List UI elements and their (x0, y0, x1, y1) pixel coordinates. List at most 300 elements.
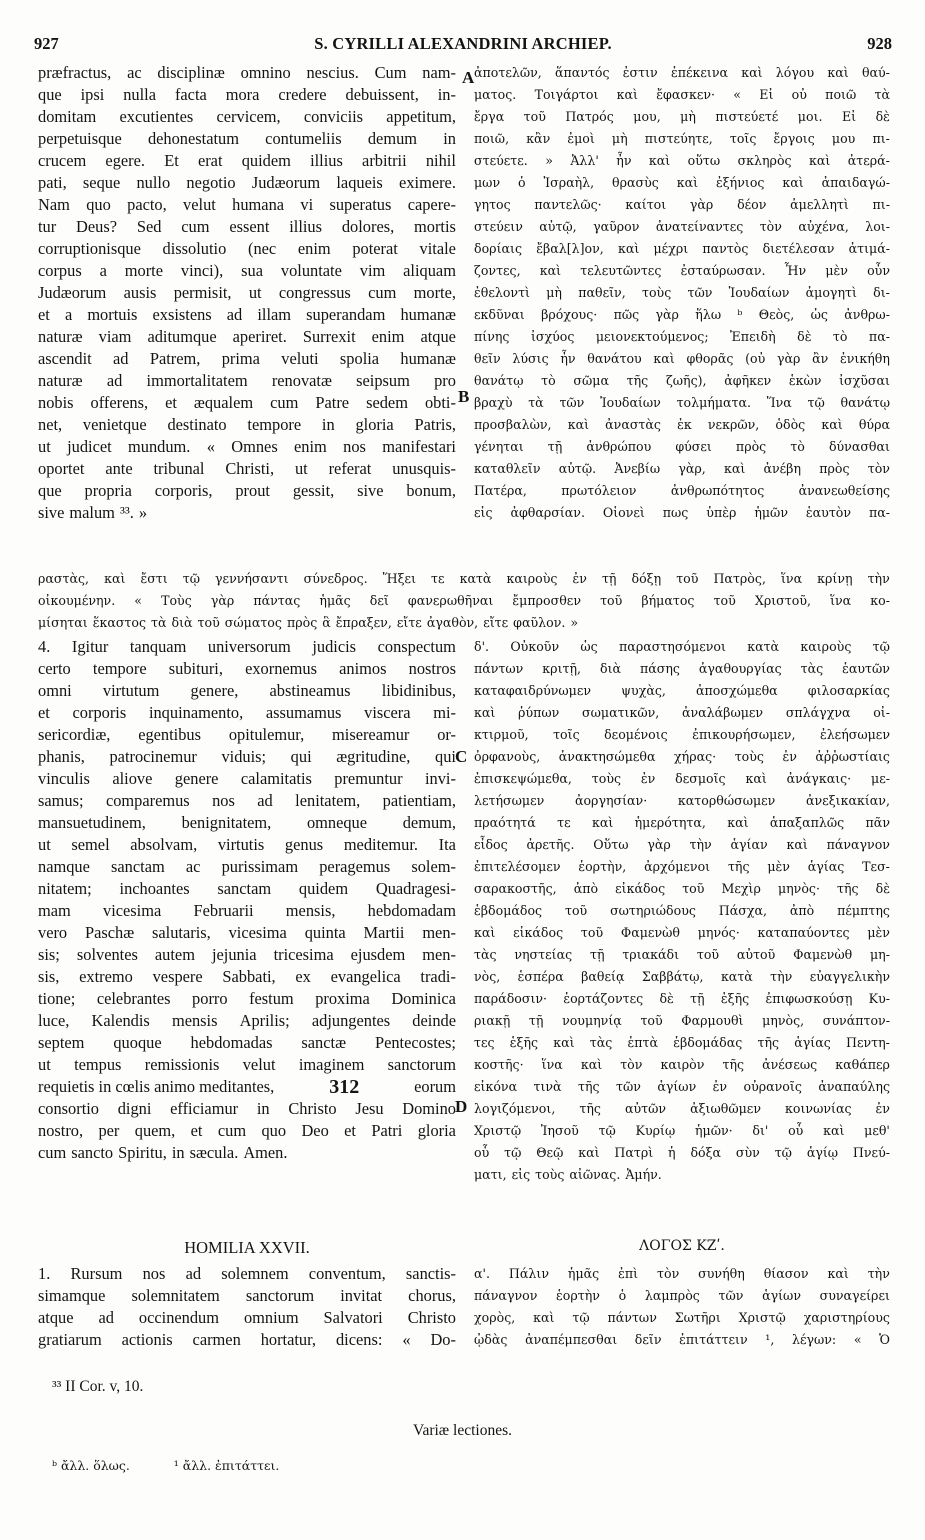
word: Christo (407, 1308, 456, 1327)
word: ἀφῆκεν (724, 373, 772, 388)
word: absolvam, (130, 835, 198, 854)
word: εὐαγγελικὴν (809, 969, 890, 984)
word: ᾠδὰς (474, 1332, 508, 1347)
word: ἐν (712, 1079, 728, 1094)
text-line (38, 1307, 456, 1329)
word: extremo (79, 967, 133, 986)
word: misereamur (332, 725, 410, 744)
word: vinculis (38, 769, 90, 788)
text-line (474, 1164, 890, 1186)
word: samus; (38, 791, 84, 810)
word: μου (831, 131, 856, 146)
word: Christo (288, 1099, 337, 1118)
word: aliquam (403, 261, 456, 280)
word: ραστὰς, (38, 571, 90, 586)
word: λαμπρὸς (644, 1288, 700, 1303)
word: ad (257, 791, 273, 810)
word: συνάπτον- (822, 1013, 890, 1028)
text-line-part: requietis in cœlis animo meditantes, (38, 1077, 275, 1096)
word: τῷ (774, 1145, 792, 1160)
word: abstineamus (269, 681, 351, 700)
word: evangelica (330, 967, 401, 986)
word: ἑβδομάδας (673, 1035, 743, 1050)
word: ἀῤῥωστίαις (815, 749, 890, 764)
word: σαρακοστῆς, (474, 881, 557, 896)
word: τοῦ (564, 903, 588, 918)
text-line (38, 1142, 456, 1164)
word: κριτῇ, (542, 661, 582, 676)
word: domitam (38, 107, 97, 126)
word: τε (431, 571, 445, 586)
word: μέχρι (653, 241, 689, 256)
word: τῇ (589, 947, 605, 962)
word: ad (185, 1264, 202, 1283)
word: virtutis (217, 835, 265, 854)
word: καὶ (809, 153, 831, 168)
edition-page-number: 312 (329, 1076, 360, 1098)
word: τὰς (474, 947, 497, 962)
word: καταθλεῖν (474, 461, 541, 476)
word: ἡ (668, 1145, 676, 1160)
word: ὁ (618, 1288, 627, 1303)
word: ἵνα (780, 571, 803, 586)
word: ex (295, 967, 311, 986)
word: πα- (868, 329, 890, 344)
word: ἐξήνιος (715, 175, 765, 190)
word: γαῦρον (593, 219, 640, 234)
word: Jesu (355, 1099, 384, 1118)
word: ¹, (765, 1332, 775, 1347)
word: « (853, 1332, 862, 1347)
text-line (474, 1263, 890, 1285)
word: salutaris, (152, 923, 211, 942)
word: καὶ (104, 571, 126, 586)
text-line (38, 1054, 456, 1076)
word: ἡμᾶς (567, 1266, 600, 1281)
word: τελευτῶντες (580, 263, 662, 278)
word: Ἰσραὴλ, (543, 175, 595, 190)
word: gessit, (292, 481, 335, 500)
word: sis, (38, 967, 60, 986)
word: morte, (413, 283, 456, 302)
word: Paschæ (84, 923, 135, 942)
word: διετέλεσαν (762, 241, 835, 256)
word: ἁπαξαπλῶς (769, 815, 845, 830)
word: judicet (67, 437, 112, 456)
text-line (38, 1098, 456, 1120)
text-line (474, 768, 890, 790)
word: καταπαύοντες (757, 925, 850, 940)
word: atque (38, 1308, 74, 1327)
word: Οὐκοῦν (510, 639, 560, 654)
word: renovatæ (271, 371, 332, 390)
word: conviciis (303, 107, 364, 126)
page-number-left: 927 (34, 34, 59, 53)
word: μοι. (797, 109, 823, 124)
word: γεννήσαντι (215, 571, 289, 586)
word: mensis, (285, 901, 336, 920)
word: καὶ (782, 175, 804, 190)
word: exsistens (152, 305, 212, 324)
word: sive (357, 481, 384, 500)
text-line (474, 812, 890, 834)
word: χορὸς, (474, 1310, 516, 1325)
text-line (474, 790, 890, 812)
word: δ'. (474, 639, 490, 654)
word: sive (38, 503, 65, 522)
word: Cum (374, 63, 407, 82)
word: εἴτε (396, 615, 422, 630)
word: ἑξῆς (509, 1035, 539, 1050)
word: offerens, (90, 393, 149, 412)
word: τοὺς (535, 1167, 565, 1182)
text-line (474, 370, 890, 392)
word: στεύειν (474, 219, 523, 234)
word: ἀποσχώμεθα (696, 683, 778, 698)
word: ἔβαλ[λ]ον, (536, 241, 604, 256)
word: ἀξιωθῶμεν (690, 1101, 761, 1116)
text-line (474, 900, 890, 922)
word: θανάτῳ (474, 373, 524, 388)
word: namque (38, 857, 90, 876)
word: et (344, 1121, 356, 1140)
word: ἐπικουρήσωμεν, (692, 727, 796, 742)
word: φιλοσαρκίας (807, 683, 890, 698)
word: πάντων (607, 1310, 657, 1325)
text-line (38, 458, 456, 480)
word: ἀνακτησώμεθα (558, 749, 656, 764)
word: sedem (366, 393, 408, 412)
word: σύνεδρος. (303, 571, 368, 586)
word: χήρας· (674, 749, 717, 764)
word: enim (297, 239, 331, 258)
word: omnino (240, 63, 291, 82)
word: ἁγίαν (730, 837, 768, 852)
word: appetitum, (386, 107, 456, 126)
word: ἐθελοντὶ (474, 285, 530, 300)
word: mora (225, 85, 260, 104)
word: καὶ (676, 175, 699, 190)
word: egentibus (138, 725, 202, 744)
word: δεσμοῖς (675, 771, 726, 786)
word: ægritudine, (336, 747, 411, 766)
text-line (38, 768, 456, 790)
word: τῶν (687, 285, 713, 300)
word: τῇ (690, 991, 705, 1006)
word: ejusdem (350, 945, 406, 964)
word: viam (98, 327, 132, 346)
text-line (38, 834, 456, 856)
word: ἑαυτὸν (805, 505, 852, 520)
word: obti- (424, 393, 456, 412)
text-line (38, 1010, 456, 1032)
word: vicesima (103, 901, 162, 920)
word: ἀπὸ (789, 903, 815, 918)
word: dissolutio (162, 239, 227, 258)
word: εἰς (511, 1167, 531, 1182)
word: venietque (82, 415, 147, 434)
word: ἐνικήθη (839, 351, 890, 366)
word: Τοιγάρτοι (534, 87, 599, 102)
word: invi- (424, 769, 456, 788)
word: comparemus (105, 791, 190, 810)
word: καὶ (533, 1310, 555, 1325)
word: hortatur, (260, 1330, 317, 1349)
word: imaginem (298, 1055, 365, 1074)
word: aperiret. (232, 327, 287, 346)
word: erat (197, 151, 223, 170)
word: gloria (417, 1121, 456, 1140)
word: ἰσχῦσαι (839, 373, 890, 388)
word: ἀνέσεως (762, 1057, 818, 1072)
word: ad (98, 1308, 114, 1327)
word: τὸ (790, 439, 805, 454)
word: Et (164, 151, 179, 170)
word: Sabbati, (222, 967, 276, 986)
text-line (474, 260, 890, 282)
word: λύσις (512, 351, 549, 366)
word: phanis, (38, 747, 85, 766)
word: nos (212, 791, 235, 810)
word: ἑβδομάδος (474, 903, 543, 918)
word: nam- (422, 63, 456, 82)
word: ἀοργησίαν· (574, 793, 648, 808)
word: τὸ (541, 373, 556, 388)
word: ἀναστὰς (605, 417, 661, 432)
text-line (474, 216, 890, 238)
word: Ἐπειδὴ (730, 329, 776, 344)
word: naturæ (38, 371, 83, 390)
word: ἁγίας (794, 1035, 831, 1050)
word: » (570, 615, 579, 630)
word: οὕτω (687, 153, 721, 168)
word: sæcula. (189, 1143, 239, 1162)
word: μὲν (825, 263, 848, 278)
margin-letter-b: B (458, 387, 470, 406)
word: Ὁ (879, 1332, 890, 1347)
word: humanæ (400, 349, 456, 368)
text-line (474, 304, 890, 326)
word: θίασον (763, 1266, 809, 1281)
word: Ἦν (784, 263, 807, 278)
word: ἐν (640, 771, 656, 786)
text-line (474, 480, 890, 502)
word: contumeliis (265, 129, 342, 148)
text-line-part: eorum (414, 1077, 456, 1096)
word: Rursum (70, 1264, 123, 1283)
text-line (38, 568, 890, 590)
word: inquinamento, (148, 703, 244, 722)
text-line (38, 658, 456, 680)
word: Ἰουδαίων (600, 395, 661, 410)
word: in (443, 129, 456, 148)
word: μεθ' (864, 1123, 890, 1138)
word: Sed (136, 217, 162, 236)
word: ascendit (38, 349, 92, 368)
word: disciplinæ (157, 63, 225, 82)
word: τὸ (832, 329, 848, 344)
word: πέμπτης (837, 903, 890, 918)
word: Deus? (76, 217, 118, 236)
word: dolores, (341, 217, 395, 236)
word: τῆς (837, 881, 859, 896)
word: Εἰ (841, 109, 857, 124)
word: ἥλω (695, 307, 722, 322)
word: πρωτόλειον (561, 483, 637, 498)
text-line (38, 480, 456, 502)
word: πάναγνον (826, 837, 890, 852)
text-line (38, 414, 456, 436)
word: pro (434, 371, 456, 390)
word: nescius. (306, 63, 359, 82)
word: capere- (407, 195, 456, 214)
word: superandam (306, 305, 386, 324)
word: κτιρμοῦ, (474, 727, 529, 742)
greek-full-width-lines (38, 568, 890, 634)
word: λογιζόμενοι, (474, 1101, 556, 1116)
word: ὁ (518, 175, 526, 190)
word: gloria (355, 415, 394, 434)
word: πραότητά (474, 815, 536, 830)
word: congressus (278, 283, 351, 302)
word: ἁγίων (657, 1079, 697, 1094)
word: ὀρφανοὺς, (474, 749, 541, 764)
word: manifestari (382, 437, 456, 456)
word: τοῦ (676, 571, 699, 586)
word: εἴτε (483, 615, 509, 630)
word: illam (257, 305, 292, 324)
word: τῷ (807, 395, 825, 410)
word: omni (38, 681, 72, 700)
word: nitatem; (38, 879, 92, 898)
word: πᾶν (865, 815, 890, 830)
word: mam (38, 901, 71, 920)
word: animos (339, 659, 387, 678)
word: οὐ (791, 87, 807, 102)
word: genere (174, 769, 219, 788)
word: λόγου (775, 65, 815, 80)
word: Ἰησοῦ (540, 1123, 579, 1138)
word: κοινωνίας (785, 1101, 852, 1116)
word: vinci), (180, 261, 224, 280)
word: σωματικῶν, (582, 705, 660, 720)
word: demum, (402, 813, 456, 832)
word: ἔργοις (773, 131, 815, 146)
word: prima (221, 349, 260, 368)
word: τῇ (601, 571, 617, 586)
word: Χριστοῦ, (754, 593, 811, 608)
word: ac (185, 857, 201, 876)
word: τῆς (626, 373, 649, 388)
word: Domino (402, 1099, 456, 1118)
margin-letter-d: D (455, 1097, 468, 1116)
text-line (474, 1076, 890, 1098)
word: quo (261, 1121, 287, 1140)
word: 4. (38, 637, 51, 656)
text-line (474, 834, 890, 856)
word: ἑορτάζοντες (563, 991, 644, 1006)
word: luce, (38, 1011, 70, 1030)
word: quoque (113, 1033, 162, 1052)
word: σκληρὸς (737, 153, 792, 168)
word: ἦν (560, 351, 576, 366)
word: Φαμενὼθ (620, 925, 680, 940)
word: ad (113, 349, 129, 368)
word: ἀναπαύλης (818, 1079, 890, 1094)
word: cum (217, 1121, 247, 1140)
word: vero (38, 923, 68, 942)
word: τὰς (800, 661, 824, 676)
word: (nec (247, 239, 277, 258)
word: hebdomadam (367, 901, 456, 920)
word: tradi- (420, 967, 456, 986)
word: ἃ (322, 615, 331, 630)
word: ἀμελλητὶ (790, 197, 849, 212)
word: illius (310, 151, 343, 170)
word: ἑξῆς (720, 991, 750, 1006)
word: δύνασθαι (828, 439, 890, 454)
word: τῶν (616, 1079, 641, 1094)
word: ἀπαιδαγώ- (821, 175, 890, 190)
greek-column-bottom (474, 1263, 890, 1351)
word: καὶ (745, 771, 767, 786)
word: « (733, 87, 741, 102)
word: corporis (72, 703, 127, 722)
word: aliove (112, 769, 153, 788)
text-line (38, 812, 456, 834)
word: ἀνέβη (763, 461, 802, 476)
word: νὸς, (474, 969, 501, 984)
word: καὶ (823, 1123, 845, 1138)
text-line (474, 414, 890, 436)
word: digni (117, 1099, 152, 1118)
word: ἐπὶ (618, 1266, 639, 1281)
greek-column-middle (474, 636, 890, 1186)
word: bonum, (406, 481, 456, 500)
word: viduis; (221, 747, 267, 766)
word: ἁγίας (807, 859, 845, 874)
text-line (38, 304, 456, 326)
word: mortuis (87, 305, 138, 324)
homily-title-greek: ΛΟΓΟΣ ΚΖʹ. (639, 1238, 725, 1254)
word: τῆς (757, 1035, 780, 1050)
word: διὰ (599, 661, 622, 676)
word: Κυ- (868, 991, 890, 1006)
word: Quadragesi- (375, 879, 456, 898)
word: Φαμενὼθ (793, 947, 853, 962)
word: ἑορτὴν (556, 1288, 600, 1303)
word: Do- (430, 1330, 456, 1349)
word: καὶ (578, 1145, 600, 1160)
word: μηνὸς, (762, 1013, 805, 1028)
word: α'. (474, 1266, 490, 1281)
word: διὰ (171, 615, 193, 630)
word: βήματος (641, 593, 695, 608)
word: » (138, 503, 148, 522)
text-line (474, 724, 890, 746)
text-line (474, 436, 890, 458)
word: subituri, (168, 659, 223, 678)
word: ὡς (580, 639, 598, 654)
word: ἐπιτελέσομεν (474, 859, 561, 874)
word: καὶ (741, 65, 763, 80)
word: viscera (364, 703, 411, 722)
word: ἔστι (140, 571, 168, 586)
word: actionis (121, 1330, 173, 1349)
word: μου, (633, 109, 661, 124)
word: per (98, 1121, 120, 1140)
text-line (474, 106, 890, 128)
